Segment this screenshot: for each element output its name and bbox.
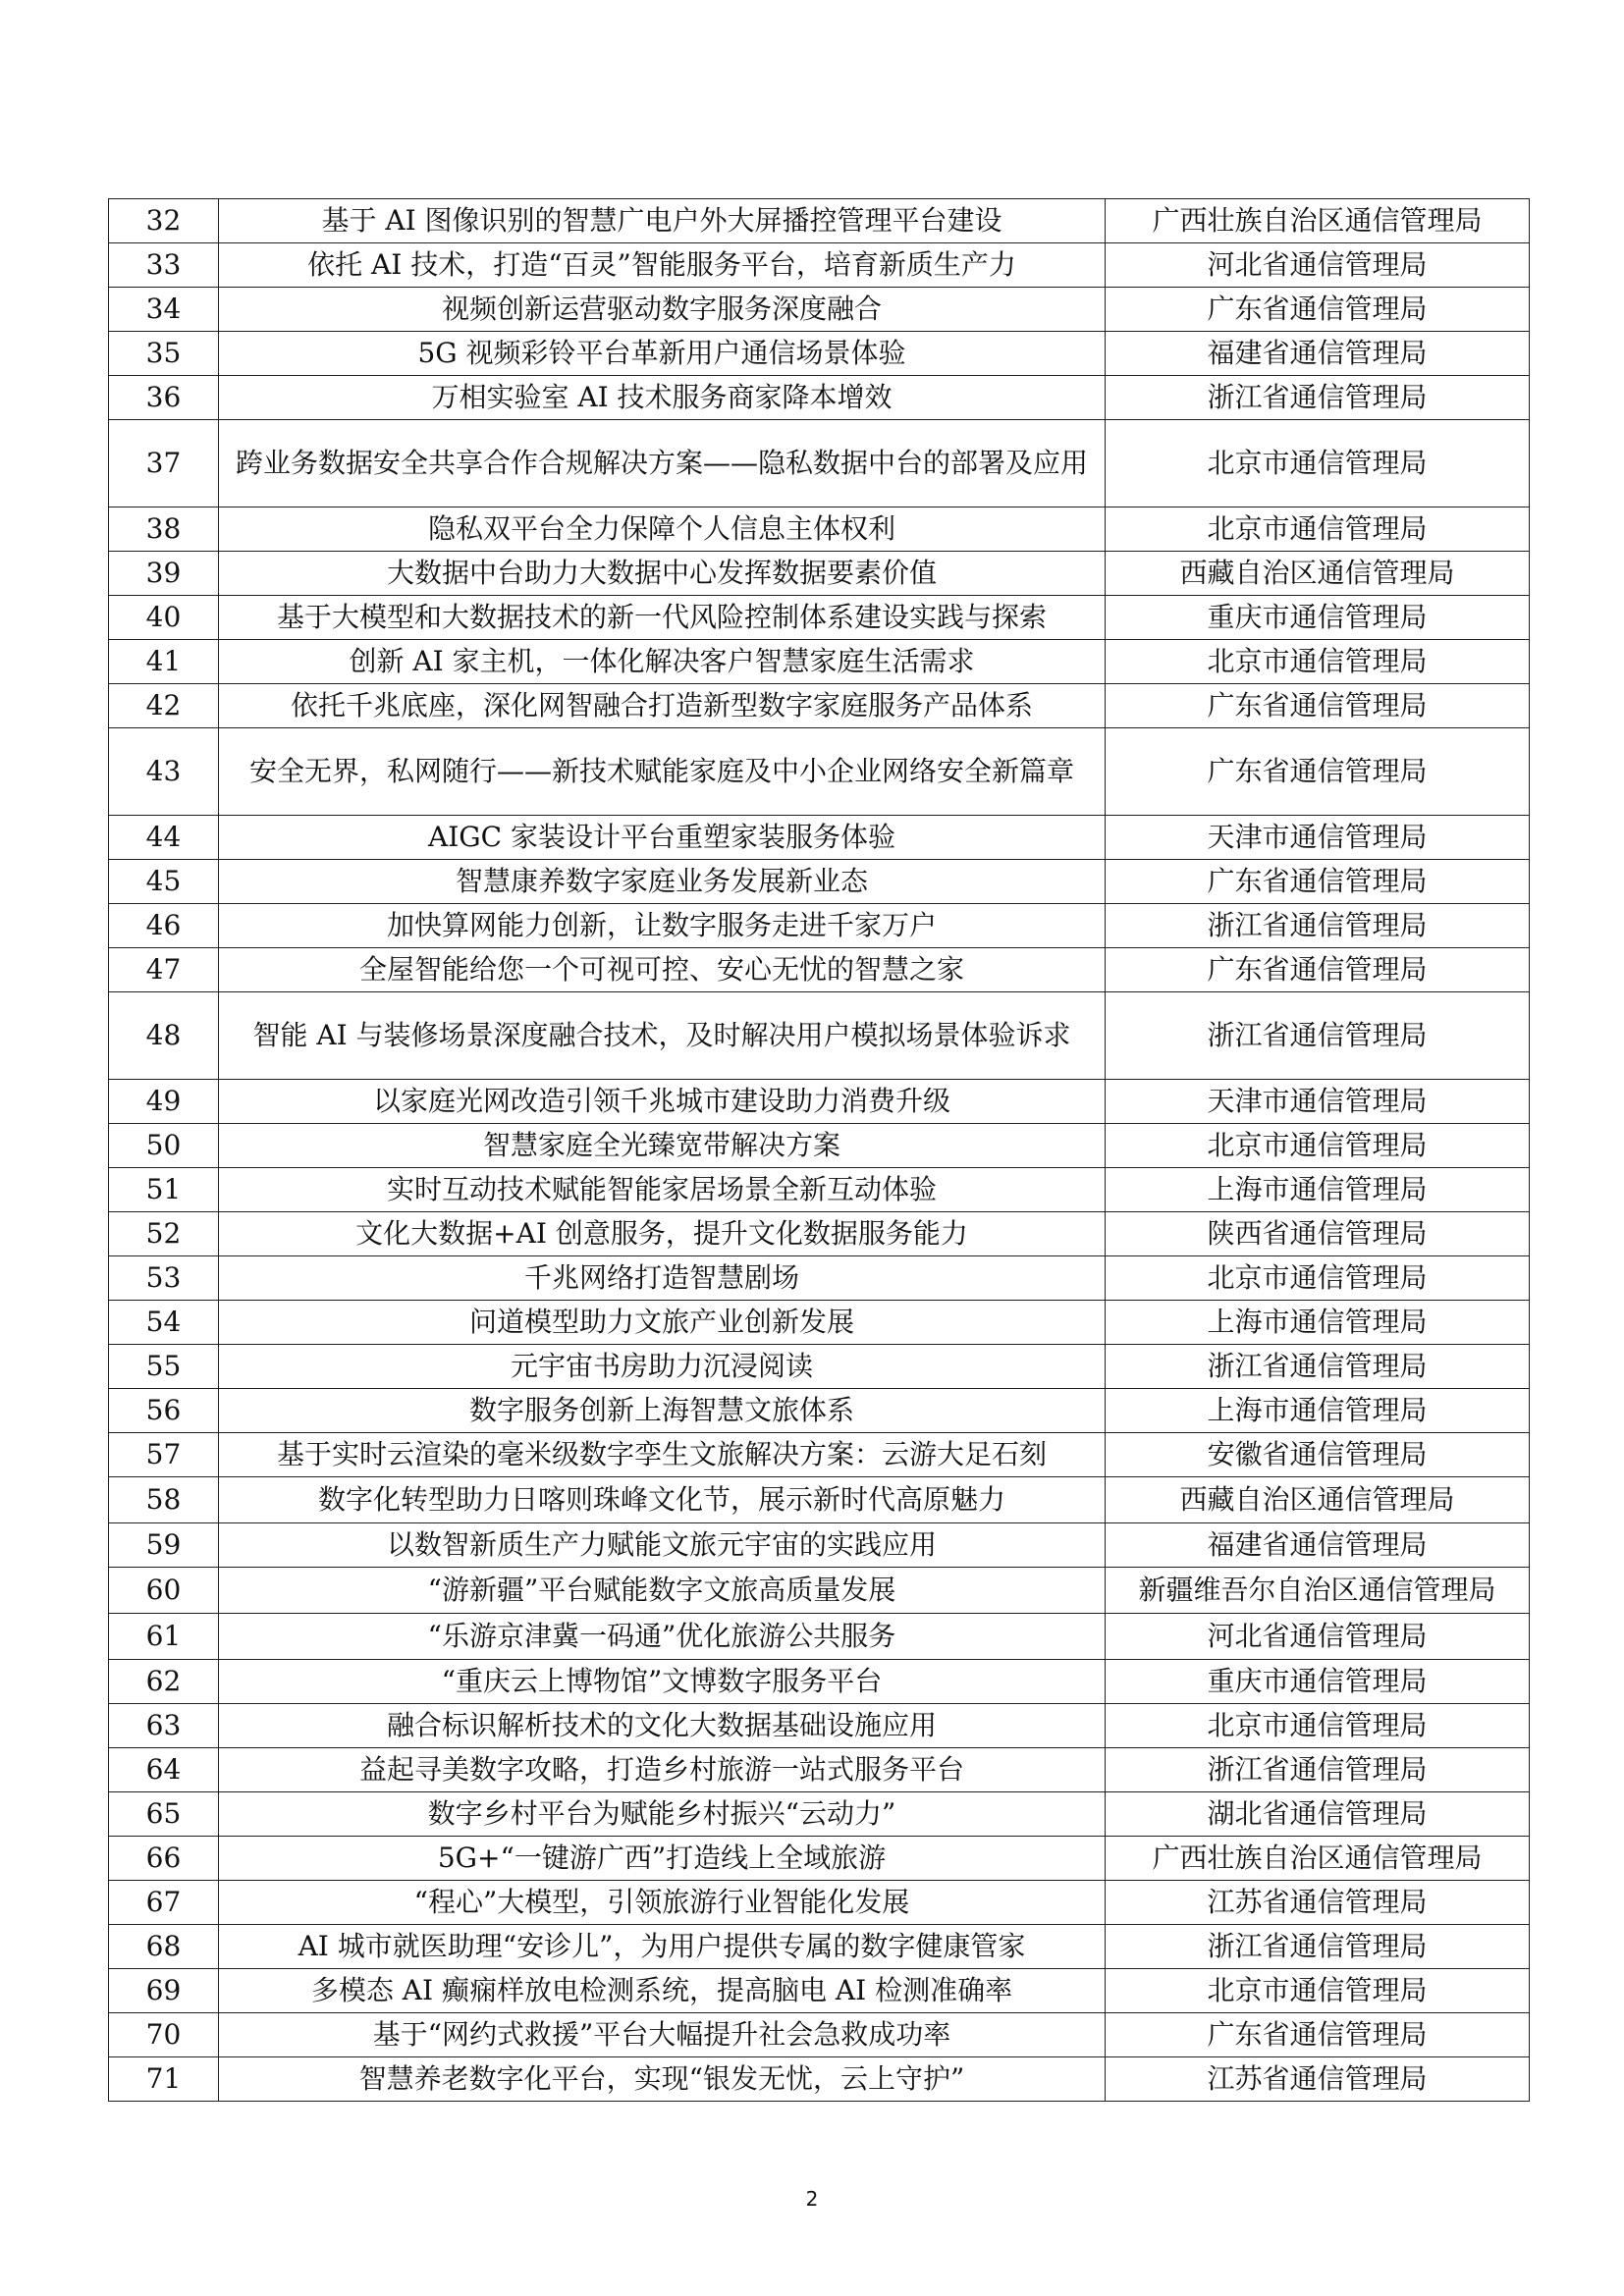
table-row <box>109 1080 1530 1124</box>
table-row <box>109 1168 1530 1212</box>
recommending-unit-cell: 福建省通信管理局 <box>1106 1523 1530 1568</box>
row-number-cell: 42 <box>109 684 219 728</box>
project-title-cell: “乐游京津冀一码通”优化旅游公共服务 <box>219 1614 1106 1660</box>
table-row <box>109 1345 1530 1389</box>
recommending-unit-cell: 北京市通信管理局 <box>1106 640 1530 684</box>
project-title-cell: 益起寻美数字攻略，打造乡村旅游一站式服务平台 <box>219 1748 1106 1792</box>
table-row <box>109 904 1530 948</box>
row-number-cell: 71 <box>109 2057 219 2102</box>
table-row <box>109 860 1530 904</box>
recommending-unit-cell: 河北省通信管理局 <box>1106 243 1530 288</box>
recommending-unit-cell: 浙江省通信管理局 <box>1106 1345 1530 1389</box>
project-title-cell: 全屋智能给您一个可视可控、安心无忧的智慧之家 <box>219 948 1106 992</box>
project-title-cell: 问道模型助力文旅产业创新发展 <box>219 1301 1106 1345</box>
project-title-cell: AI 城市就医助理“安诊儿”，为用户提供专属的数字健康管家 <box>219 1925 1106 1969</box>
row-number-cell: 65 <box>109 1792 219 1837</box>
project-title-cell: 智慧养老数字化平台，实现“银发无忧，云上守护” <box>219 2057 1106 2102</box>
row-number-cell: 67 <box>109 1881 219 1925</box>
project-title-cell: 依托千兆底座，深化网智融合打造新型数字家庭服务产品体系 <box>219 684 1106 728</box>
project-title-cell: “程心”大模型，引领旅游行业智能化发展 <box>219 1881 1106 1925</box>
recommending-unit-cell: 江苏省通信管理局 <box>1106 1881 1530 1925</box>
row-number-cell: 57 <box>109 1433 219 1477</box>
table-row <box>109 2057 1530 2102</box>
recommending-unit-cell: 西藏自治区通信管理局 <box>1106 552 1530 596</box>
row-number-cell: 70 <box>109 2013 219 2057</box>
table-row <box>109 1748 1530 1792</box>
recommending-unit-cell: 北京市通信管理局 <box>1106 420 1530 507</box>
row-number-cell: 59 <box>109 1523 219 1568</box>
table-row <box>109 596 1530 640</box>
recommending-unit-cell: 天津市通信管理局 <box>1106 816 1530 860</box>
recommending-unit-cell: 上海市通信管理局 <box>1106 1389 1530 1433</box>
project-title-cell: 隐私双平台全力保障个人信息主体权利 <box>219 507 1106 552</box>
recommending-unit-cell: 湖北省通信管理局 <box>1106 1792 1530 1837</box>
row-number-cell: 33 <box>109 243 219 288</box>
row-number-cell: 64 <box>109 1748 219 1792</box>
recommending-unit-cell: 广东省通信管理局 <box>1106 288 1530 332</box>
project-title-cell: 创新 AI 家主机，一体化解决客户智慧家庭生活需求 <box>219 640 1106 684</box>
recommending-unit-cell: 广西壮族自治区通信管理局 <box>1106 1837 1530 1881</box>
table-row <box>109 948 1530 992</box>
project-title-cell: 智慧康养数字家庭业务发展新业态 <box>219 860 1106 904</box>
recommending-unit-cell: 北京市通信管理局 <box>1106 1124 1530 1168</box>
project-title-cell: 实时互动技术赋能智能家居场景全新互动体验 <box>219 1168 1106 1212</box>
table-row <box>109 1477 1530 1523</box>
recommending-unit-cell: 江苏省通信管理局 <box>1106 2057 1530 2102</box>
recommending-unit-cell: 浙江省通信管理局 <box>1106 992 1530 1080</box>
recommending-unit-cell: 广西壮族自治区通信管理局 <box>1106 199 1530 243</box>
recommending-unit-cell: 福建省通信管理局 <box>1106 332 1530 376</box>
row-number-cell: 50 <box>109 1124 219 1168</box>
recommending-unit-cell: 河北省通信管理局 <box>1106 1614 1530 1660</box>
project-title-cell: 大数据中台助力大数据中心发挥数据要素价值 <box>219 552 1106 596</box>
table-row <box>109 1969 1530 2013</box>
table-row <box>109 332 1530 376</box>
table-row <box>109 1925 1530 1969</box>
table-row <box>109 728 1530 816</box>
project-title-cell: 5G+“一键游广西”打造线上全域旅游 <box>219 1837 1106 1881</box>
table-row <box>109 507 1530 552</box>
project-title-cell: 5G 视频彩铃平台革新用户通信场景体验 <box>219 332 1106 376</box>
table-row <box>109 1256 1530 1301</box>
row-number-cell: 63 <box>109 1704 219 1748</box>
row-number-cell: 37 <box>109 420 219 507</box>
row-number-cell: 35 <box>109 332 219 376</box>
recommending-unit-cell: 北京市通信管理局 <box>1106 1704 1530 1748</box>
row-number-cell: 47 <box>109 948 219 992</box>
row-number-cell: 69 <box>109 1969 219 2013</box>
row-number-cell: 44 <box>109 816 219 860</box>
row-number-cell: 54 <box>109 1301 219 1345</box>
row-number-cell: 68 <box>109 1925 219 1969</box>
recommending-unit-cell: 天津市通信管理局 <box>1106 1080 1530 1124</box>
project-title-cell: AIGC 家装设计平台重塑家装服务体验 <box>219 816 1106 860</box>
table-row <box>109 1433 1530 1477</box>
table-row <box>109 1301 1530 1345</box>
project-title-cell: 千兆网络打造智慧剧场 <box>219 1256 1106 1301</box>
row-number-cell: 53 <box>109 1256 219 1301</box>
row-number-cell: 46 <box>109 904 219 948</box>
table-row <box>109 1523 1530 1568</box>
row-number-cell: 45 <box>109 860 219 904</box>
project-title-cell: 以家庭光网改造引领千兆城市建设助力消费升级 <box>219 1080 1106 1124</box>
table-row <box>109 552 1530 596</box>
project-title-cell: 基于实时云渲染的毫米级数字孪生文旅解决方案：云游大足石刻 <box>219 1433 1106 1477</box>
recommending-unit-cell: 浙江省通信管理局 <box>1106 904 1530 948</box>
table-row <box>109 640 1530 684</box>
table-row <box>109 1614 1530 1660</box>
project-title-cell: “游新疆”平台赋能数字文旅高质量发展 <box>219 1568 1106 1614</box>
recommending-unit-cell: 北京市通信管理局 <box>1106 1969 1530 2013</box>
row-number-cell: 52 <box>109 1212 219 1256</box>
row-number-cell: 62 <box>109 1660 219 1704</box>
project-title-cell: 跨业务数据安全共享合作合规解决方案——隐私数据中台的部署及应用 <box>219 420 1106 507</box>
recommending-unit-cell: 北京市通信管理局 <box>1106 1256 1530 1301</box>
row-number-cell: 56 <box>109 1389 219 1433</box>
row-number-cell: 49 <box>109 1080 219 1124</box>
row-number-cell: 40 <box>109 596 219 640</box>
recommending-unit-cell: 广东省通信管理局 <box>1106 948 1530 992</box>
project-title-cell: 文化大数据+AI 创意服务，提升文化数据服务能力 <box>219 1212 1106 1256</box>
table-row <box>109 1704 1530 1748</box>
row-number-cell: 60 <box>109 1568 219 1614</box>
row-number-cell: 36 <box>109 376 219 420</box>
project-title-cell: 数字乡村平台为赋能乡村振兴“云动力” <box>219 1792 1106 1837</box>
row-number-cell: 39 <box>109 552 219 596</box>
table-row <box>109 420 1530 507</box>
recommending-unit-cell: 浙江省通信管理局 <box>1106 1925 1530 1969</box>
recommending-unit-cell: 浙江省通信管理局 <box>1106 1748 1530 1792</box>
project-title-cell: 加快算网能力创新，让数字服务走进千家万户 <box>219 904 1106 948</box>
project-title-cell: 基于 AI 图像识别的智慧广电户外大屏播控管理平台建设 <box>219 199 1106 243</box>
table-row <box>109 1881 1530 1925</box>
recommending-unit-cell: 广东省通信管理局 <box>1106 684 1530 728</box>
table-row <box>109 1792 1530 1837</box>
row-number-cell: 61 <box>109 1614 219 1660</box>
recommending-unit-cell: 广东省通信管理局 <box>1106 860 1530 904</box>
project-title-cell: 基于“网约式救援”平台大幅提升社会急救成功率 <box>219 2013 1106 2057</box>
table-row <box>109 1837 1530 1881</box>
table-row <box>109 199 1530 243</box>
recommending-unit-cell: 广东省通信管理局 <box>1106 2013 1530 2057</box>
row-number-cell: 51 <box>109 1168 219 1212</box>
row-number-cell: 48 <box>109 992 219 1080</box>
row-number-cell: 66 <box>109 1837 219 1881</box>
project-title-cell: 智慧家庭全光臻宽带解决方案 <box>219 1124 1106 1168</box>
recommending-unit-cell: 上海市通信管理局 <box>1106 1301 1530 1345</box>
recommending-unit-cell: 广东省通信管理局 <box>1106 728 1530 816</box>
row-number-cell: 58 <box>109 1477 219 1523</box>
table-row <box>109 816 1530 860</box>
project-title-cell: 基于大模型和大数据技术的新一代风险控制体系建设实践与探索 <box>219 596 1106 640</box>
table-row <box>109 684 1530 728</box>
project-title-cell: 智能 AI 与装修场景深度融合技术，及时解决用户模拟场景体验诉求 <box>219 992 1106 1080</box>
recommending-unit-cell: 安徽省通信管理局 <box>1106 1433 1530 1477</box>
project-title-cell: 数字化转型助力日喀则珠峰文化节，展示新时代高原魅力 <box>219 1477 1106 1523</box>
table-row <box>109 1212 1530 1256</box>
recommending-unit-cell: 重庆市通信管理局 <box>1106 1660 1530 1704</box>
project-title-cell: “重庆云上博物馆”文博数字服务平台 <box>219 1660 1106 1704</box>
row-number-cell: 38 <box>109 507 219 552</box>
recommending-unit-cell: 上海市通信管理局 <box>1106 1168 1530 1212</box>
table-row <box>109 243 1530 288</box>
project-title-cell: 元宇宙书房助力沉浸阅读 <box>219 1345 1106 1389</box>
project-title-cell: 多模态 AI 癫痫样放电检测系统，提高脑电 AI 检测准确率 <box>219 1969 1106 2013</box>
recommending-unit-cell: 陕西省通信管理局 <box>1106 1212 1530 1256</box>
project-title-cell: 安全无界，私网随行——新技术赋能家庭及中小企业网络安全新篇章 <box>219 728 1106 816</box>
recommending-unit-cell: 浙江省通信管理局 <box>1106 376 1530 420</box>
recommending-unit-cell: 新疆维吾尔自治区通信管理局 <box>1106 1568 1530 1614</box>
recommending-unit-cell: 重庆市通信管理局 <box>1106 596 1530 640</box>
recommending-unit-cell: 西藏自治区通信管理局 <box>1106 1477 1530 1523</box>
table-row <box>109 2013 1530 2057</box>
project-list-table <box>108 198 1530 2102</box>
row-number-cell: 32 <box>109 199 219 243</box>
project-title-cell: 数字服务创新上海智慧文旅体系 <box>219 1389 1106 1433</box>
table-row <box>109 376 1530 420</box>
page-number: 2 <box>805 2187 819 2211</box>
project-title-cell: 万相实验室 AI 技术服务商家降本增效 <box>219 376 1106 420</box>
row-number-cell: 55 <box>109 1345 219 1389</box>
table-row <box>109 992 1530 1080</box>
table-row <box>109 288 1530 332</box>
table-body <box>109 199 1530 2102</box>
table-row <box>109 1389 1530 1433</box>
project-title-cell: 融合标识解析技术的文化大数据基础设施应用 <box>219 1704 1106 1748</box>
recommending-unit-cell: 北京市通信管理局 <box>1106 507 1530 552</box>
project-title-cell: 依托 AI 技术，打造“百灵”智能服务平台，培育新质生产力 <box>219 243 1106 288</box>
project-title-cell: 视频创新运营驱动数字服务深度融合 <box>219 288 1106 332</box>
row-number-cell: 43 <box>109 728 219 816</box>
row-number-cell: 41 <box>109 640 219 684</box>
project-title-cell: 以数智新质生产力赋能文旅元宇宙的实践应用 <box>219 1523 1106 1568</box>
row-number-cell: 34 <box>109 288 219 332</box>
table-row <box>109 1660 1530 1704</box>
table-row <box>109 1124 1530 1168</box>
table-row <box>109 1568 1530 1614</box>
